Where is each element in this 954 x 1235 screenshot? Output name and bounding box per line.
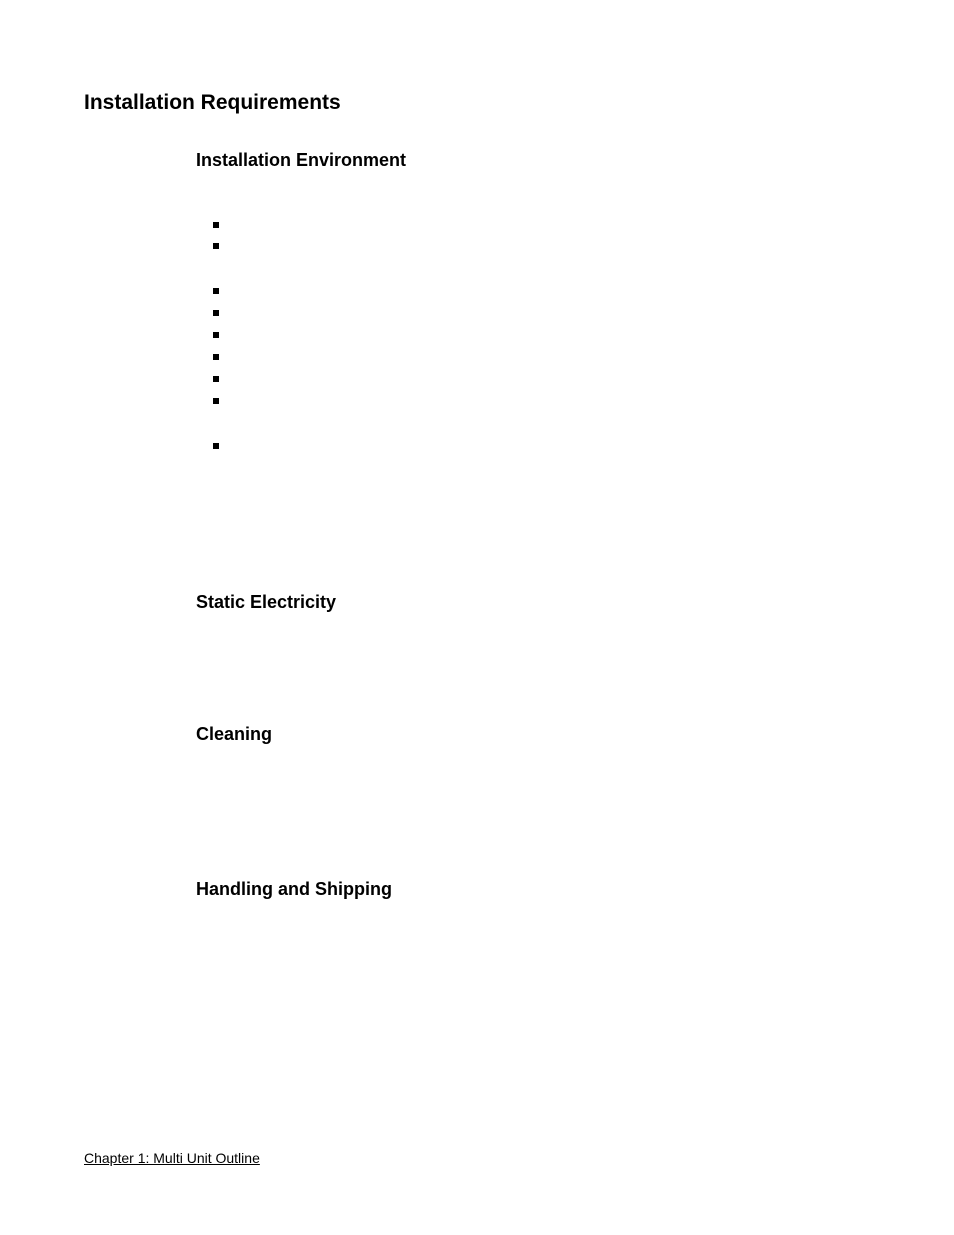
section-heading-handling-and-shipping: Handling and Shipping [196, 879, 392, 899]
bullet-marker [213, 310, 219, 316]
bullet-marker [213, 354, 219, 360]
section-heading-cleaning: Cleaning [196, 724, 273, 744]
bullet-marker [213, 332, 219, 338]
section-heading-static-electricity: Static Electricity [196, 592, 337, 612]
bullet-marker [213, 288, 219, 294]
footer-chapter-link[interactable]: Chapter 1: Multi Unit Outline [84, 1150, 260, 1166]
section-heading-installation-environment: Installation Environment [196, 150, 407, 170]
bullet-marker [213, 443, 219, 449]
bullet-marker [213, 376, 219, 382]
bullet-marker [213, 243, 219, 249]
bullet-marker [213, 222, 219, 228]
bullet-marker [213, 398, 219, 404]
page-title: Installation Requirements [84, 91, 341, 114]
